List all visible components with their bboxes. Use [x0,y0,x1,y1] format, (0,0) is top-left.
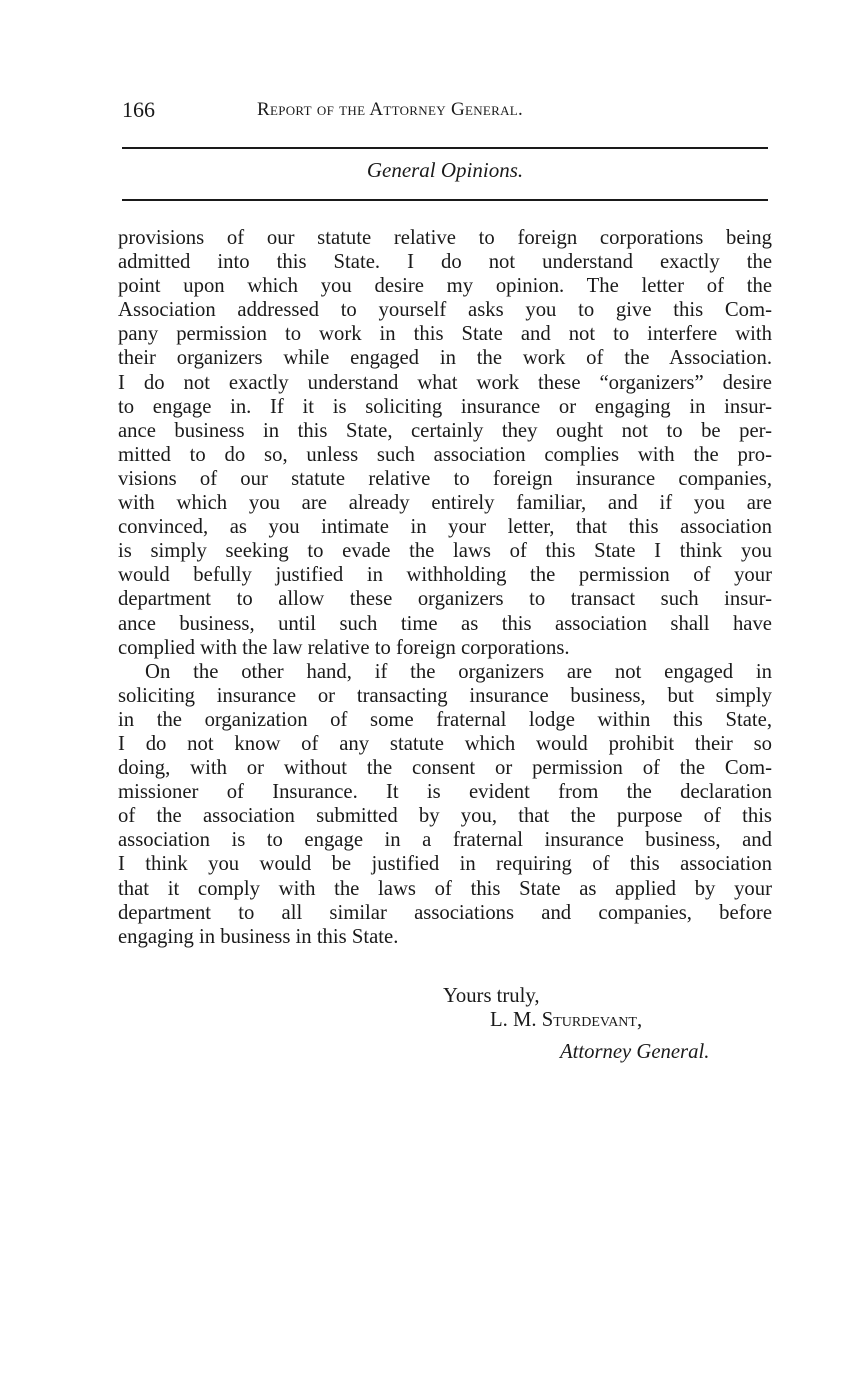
running-title: Report of the Attorney General. [257,99,524,120]
page-number: 166 [122,97,155,122]
text-line: mitted to do so, unless such association complies with the pro- [118,443,772,466]
text-line: complied with the law relative to foreign corporations. [118,636,570,659]
text-line: their organizers while engaged in the work of the Association. [118,347,772,370]
text-line: would befully justified in withholding the permission of your [118,564,772,587]
paragraph-other-hand [118,660,772,949]
text-line: engaging in business in this State. [118,925,399,948]
text-line: admitted into this State. I do not understand exactly the [118,251,772,274]
text-line: Association addressed to yourself asks you to give this Com- [118,299,772,322]
text-line: is simply seeking to evade the laws of this State I think you [118,540,772,563]
text-line: I think you would be justified in requiring of this association [118,853,772,876]
text-line: On the other hand, if the organizers are not engaged in [145,660,772,683]
text-line: in the organization of some fraternal lodge within this State, [118,708,772,731]
text-line: convinced, as you intimate in your letter, that this association [118,516,772,539]
text-line: soliciting insurance or transacting insurance business, but simply [118,684,772,707]
valediction: Yours truly, [443,985,540,1007]
text-line: with which you are already entirely familiar, and if you are [118,492,772,515]
text-line: that it comply with the laws of this State as applied by your [118,877,772,900]
text-line: I do not exactly understand what work these “organizers” desire [118,371,772,394]
text-line: missioner of Insurance. It is evident from the declaration [118,781,772,804]
running-head [122,93,768,127]
signatory-title: Attorney General. [560,1041,710,1063]
text-line: doing, with or without the consent or permission of the Com- [118,757,772,780]
paragraph-continuation [118,226,772,660]
text-line: department to allow these organizers to transact such insur- [118,588,772,611]
header-rule-bottom [122,199,768,201]
text-line: visions of our statute relative to foreign insurance companies, [118,467,772,490]
text-line: ance business, until such time as this association shall have [118,612,772,635]
text-line: department to all similar associations and companies, before [118,901,772,924]
signature: L. M. Sturdevant, [490,1009,643,1031]
text-line: ance business in this State, certainly they ought not to be per- [118,419,772,442]
text-line: of the association submitted by you, that the purpose of this [118,805,772,828]
section-title: General Opinions. [366,158,524,182]
text-line: to engage in. If it is soliciting insurance or engaging in insur- [118,395,772,418]
text-line: provisions of our statute relative to foreign corporations being [118,227,772,249]
text-line: pany permission to work in this State and not to interfere with [118,323,772,346]
text-line: association is to engage in a fraternal insurance business, and [118,829,772,852]
text-line: I do not know of any statute which would prohibit their so [118,732,772,755]
body-text [118,226,772,949]
text-line: point upon which you desire my opinion. The letter of the [118,275,772,298]
header-rule-top [122,147,768,149]
